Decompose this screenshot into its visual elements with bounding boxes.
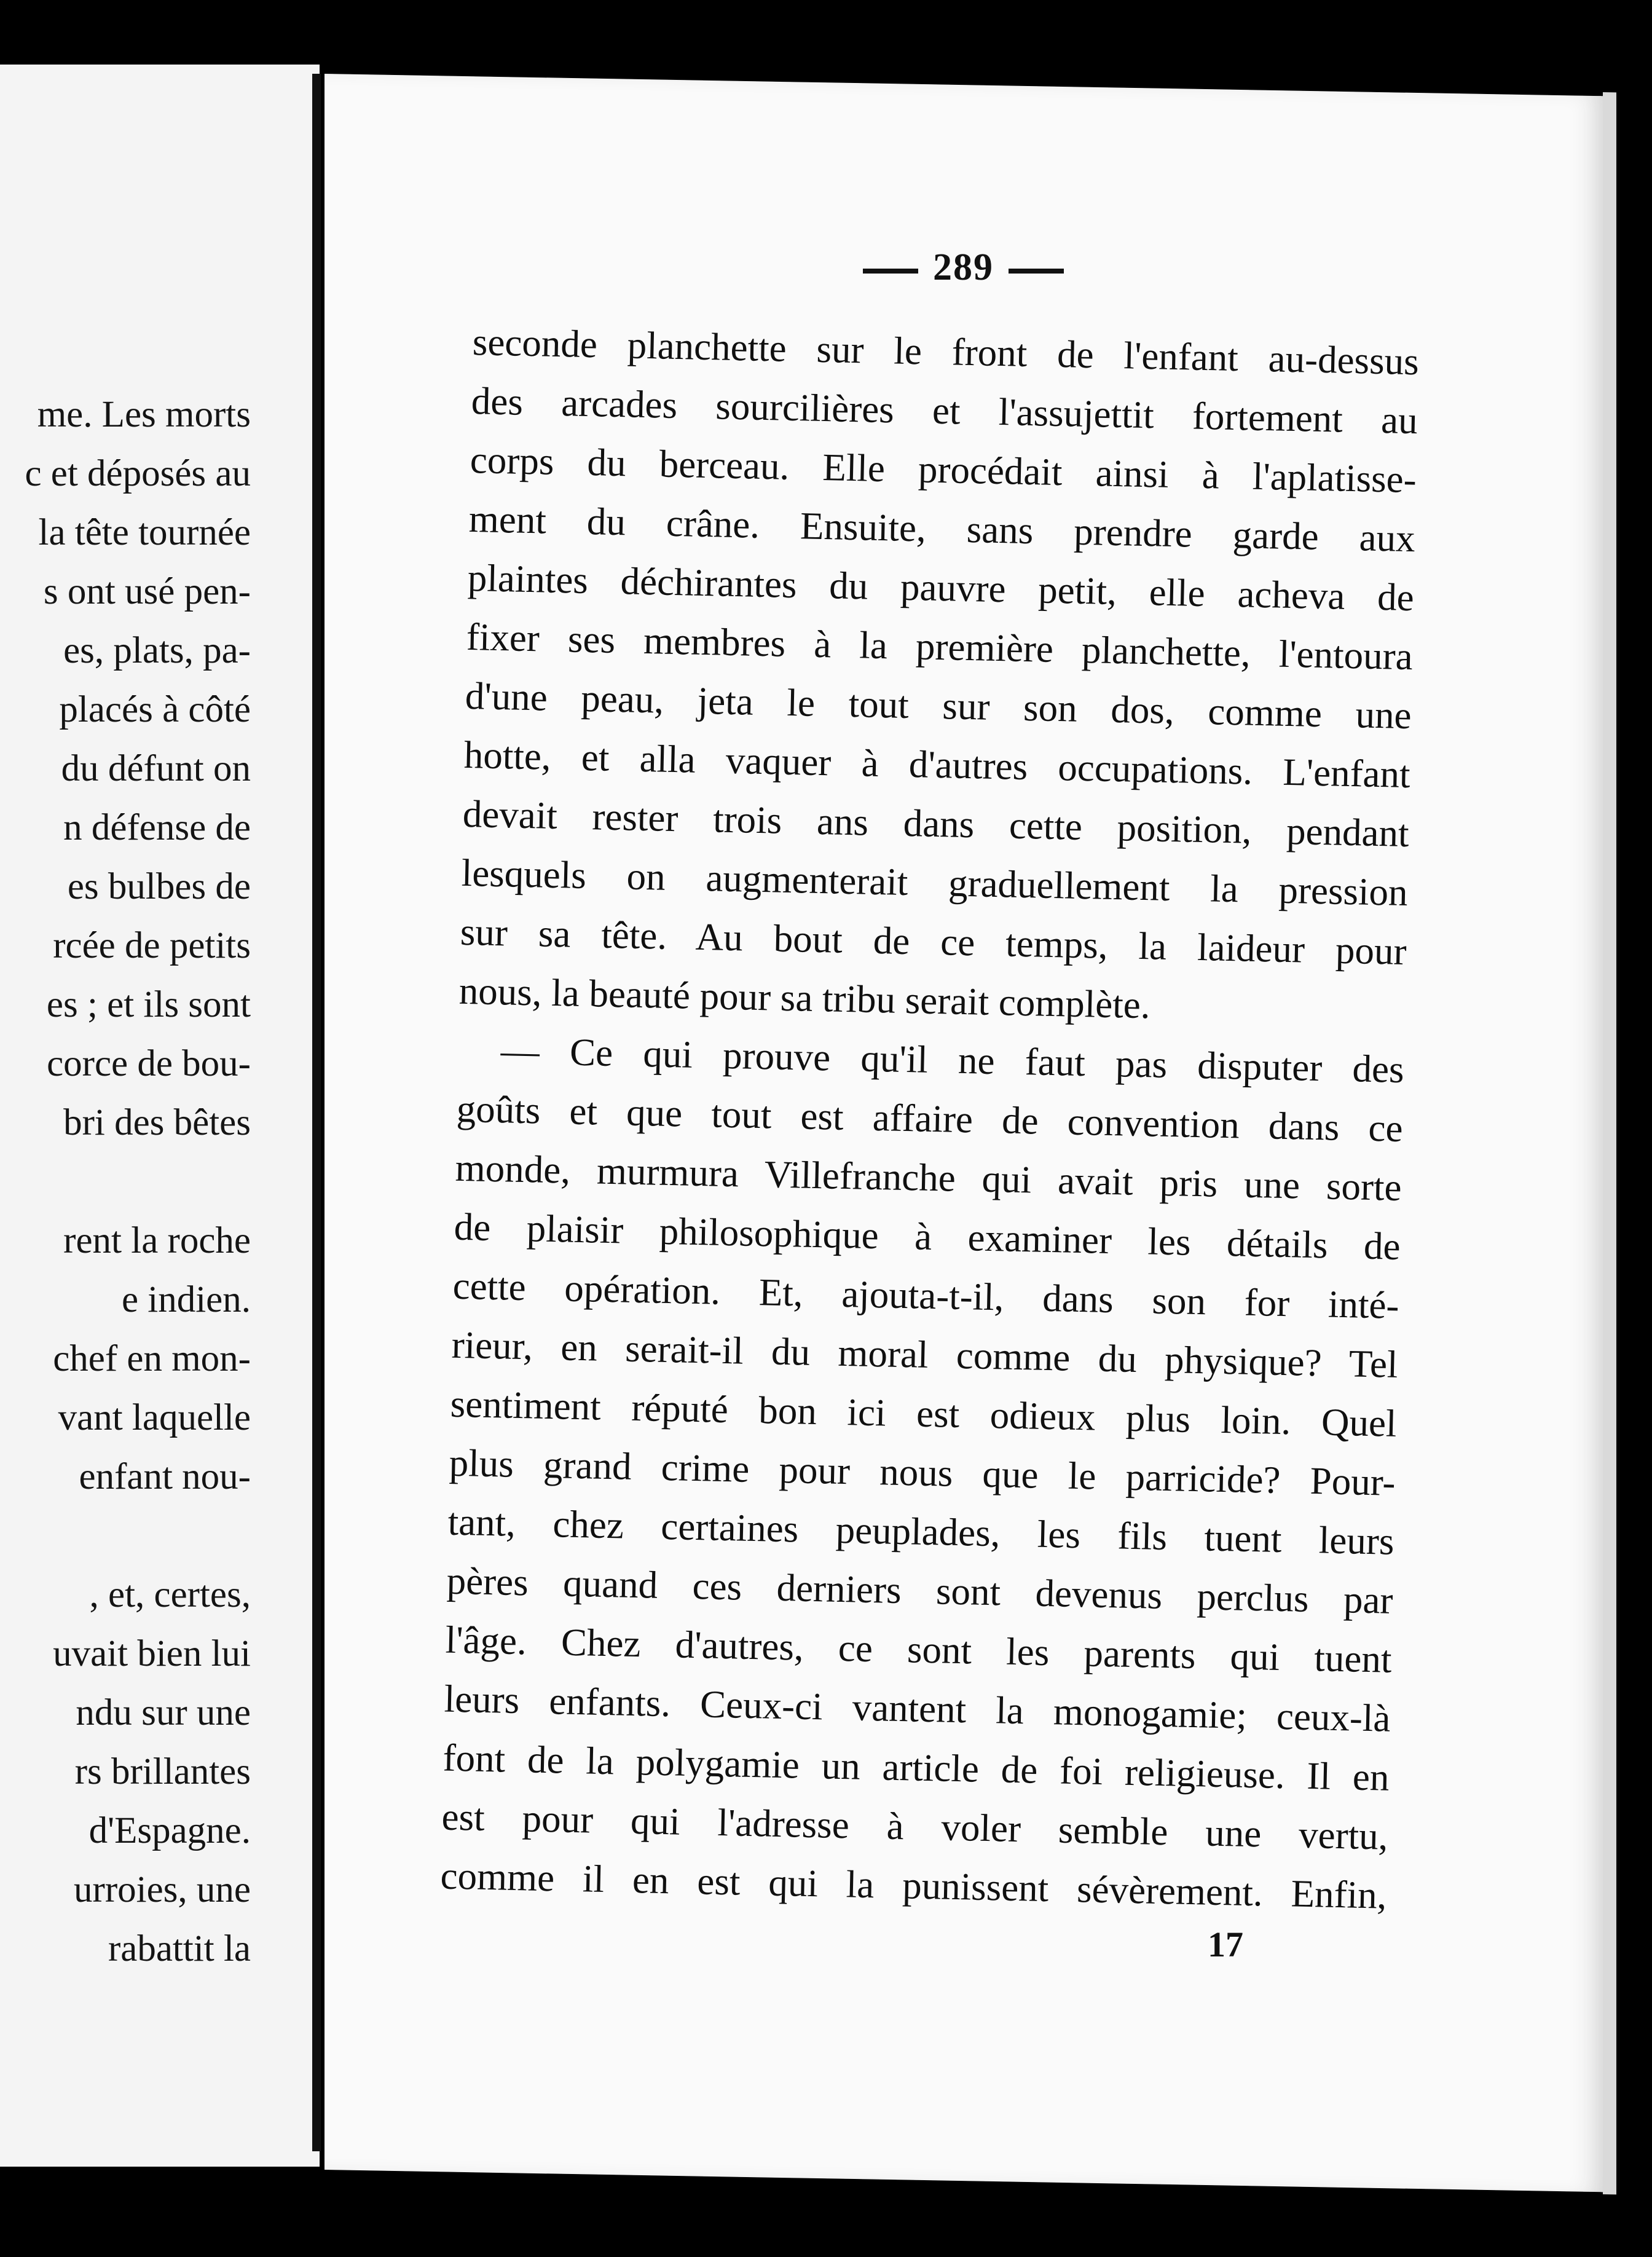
text-line: es bulbes de: [67, 866, 251, 907]
previous-page: [0, 65, 320, 2167]
text-line: fixer ses membres à la première planchette, l'entoura: [466, 615, 1414, 679]
text-line: sentiment réputé bon ici est odieux plus loin. Quel: [450, 1382, 1398, 1445]
text-line: de plaisir philosophique à examiner les détails de: [454, 1205, 1401, 1268]
text-line: placés à côté: [59, 689, 251, 730]
text-line: corce de bou-: [47, 1043, 251, 1084]
text-line: c et déposés au: [25, 453, 251, 494]
page-number-value: 289: [933, 246, 994, 288]
text-line: pères quand ces derniers sont devenus perclus par: [446, 1559, 1394, 1622]
text-line: n défense de: [63, 807, 251, 848]
text-line: bri des bêtes: [63, 1102, 251, 1143]
text-line: la tête tournée: [38, 512, 251, 553]
text-line: rcée de petits: [53, 925, 251, 966]
blank-line: [0, 1152, 251, 1211]
text-line: rs brillantes: [74, 1751, 251, 1792]
text-line: comme il en est qui la punissent sévèrement. Enfin,: [439, 1854, 1388, 1917]
text-line: ment du crâne. Ensuite, sans prendre garde aux: [468, 497, 1416, 561]
text-line: plus grand crime pour nous que le parricide? Pour-: [449, 1441, 1396, 1504]
dash-left: [863, 269, 918, 274]
page-number: [848, 246, 1079, 290]
dash-right: [1009, 269, 1064, 274]
text-line: vant laquelle: [58, 1397, 251, 1438]
text-line: devait rester trois ans dans cette position, pendant: [462, 792, 1410, 856]
text-line: rabattit la: [108, 1928, 251, 1969]
text-line: hotte, et alla vaquer à d'autres occupations. L'enfant: [463, 733, 1411, 797]
book-gutter: [312, 74, 321, 2151]
text-line: es ; et ils sont: [46, 984, 251, 1025]
paragraph-end-line: nous, la beauté pour sa tribu serait complète.: [458, 969, 1151, 1027]
text-line: urroies, une: [74, 1869, 251, 1910]
text-line: sur sa tête. Au bout de ce temps, la laideur pour: [460, 910, 1407, 974]
text-line: uvait bien lui: [53, 1633, 251, 1674]
text-line: plaintes déchirantes du pauvre petit, elle acheva de: [467, 556, 1415, 620]
text-line: goûts et que tout est affaire de convention dans ce: [456, 1087, 1404, 1150]
text-line: d'Espagne.: [88, 1810, 251, 1851]
text-line: font de la polygamie un article de foi religieuse. Il en: [442, 1736, 1390, 1799]
text-line: du défunt on: [61, 748, 251, 789]
text-line: ndu sur une: [76, 1692, 251, 1733]
text-line: s ont usé pen-: [43, 571, 251, 612]
text-line: enfant nou-: [79, 1456, 251, 1497]
page-body-text: [440, 312, 1420, 1925]
text-line: l'âge. Chez d'autres, ce sont les parents qui tuent: [445, 1618, 1393, 1681]
text-line: lesquels on augmenterait graduellement la pression: [461, 851, 1409, 915]
text-line: leurs enfants. Ceux-ci vantent la monogamie; ceux-là: [444, 1677, 1391, 1740]
text-line: est pour qui l'adresse à voler semble une vertu,: [441, 1795, 1389, 1858]
text-line: es, plats, pa-: [63, 630, 251, 671]
text-line: cette opération. Et, ajouta-t-il, dans son for inté-: [452, 1264, 1400, 1327]
previous-page-text: [0, 385, 251, 1979]
blank-line: [0, 1507, 251, 1566]
text-line: seconde planchette sur le front de l'enfant au-dessus: [472, 320, 1420, 384]
text-line: tant, chez certaines peuplades, les fils tuent leurs: [447, 1500, 1395, 1563]
text-line: corps du berceau. Elle procédait ainsi à l'aplatisse-: [470, 438, 1417, 502]
text-line: des arcades sourcilières et l'assujettit fortement au: [471, 379, 1418, 443]
text-line: , et, certes,: [89, 1574, 251, 1615]
printer-signature-mark: 17: [1208, 1924, 1243, 1964]
paragraph-start-line: — Ce qui prouve qu'il ne faut pas disputer des: [500, 1029, 1405, 1091]
text-line: d'une peau, jeta le tout sur son dos, comme une: [465, 674, 1412, 738]
text-line: rieur, en serait-il du moral comme du physique? Tel: [451, 1323, 1399, 1386]
text-line: me. Les morts: [37, 394, 251, 435]
text-line: monde, murmura Villefranche qui avait pris une sorte: [455, 1146, 1402, 1209]
text-line: rent la roche: [63, 1220, 251, 1261]
text-line: chef en mon-: [53, 1338, 251, 1379]
text-line: e indien.: [121, 1279, 251, 1320]
page-edge: [1603, 92, 1616, 2194]
